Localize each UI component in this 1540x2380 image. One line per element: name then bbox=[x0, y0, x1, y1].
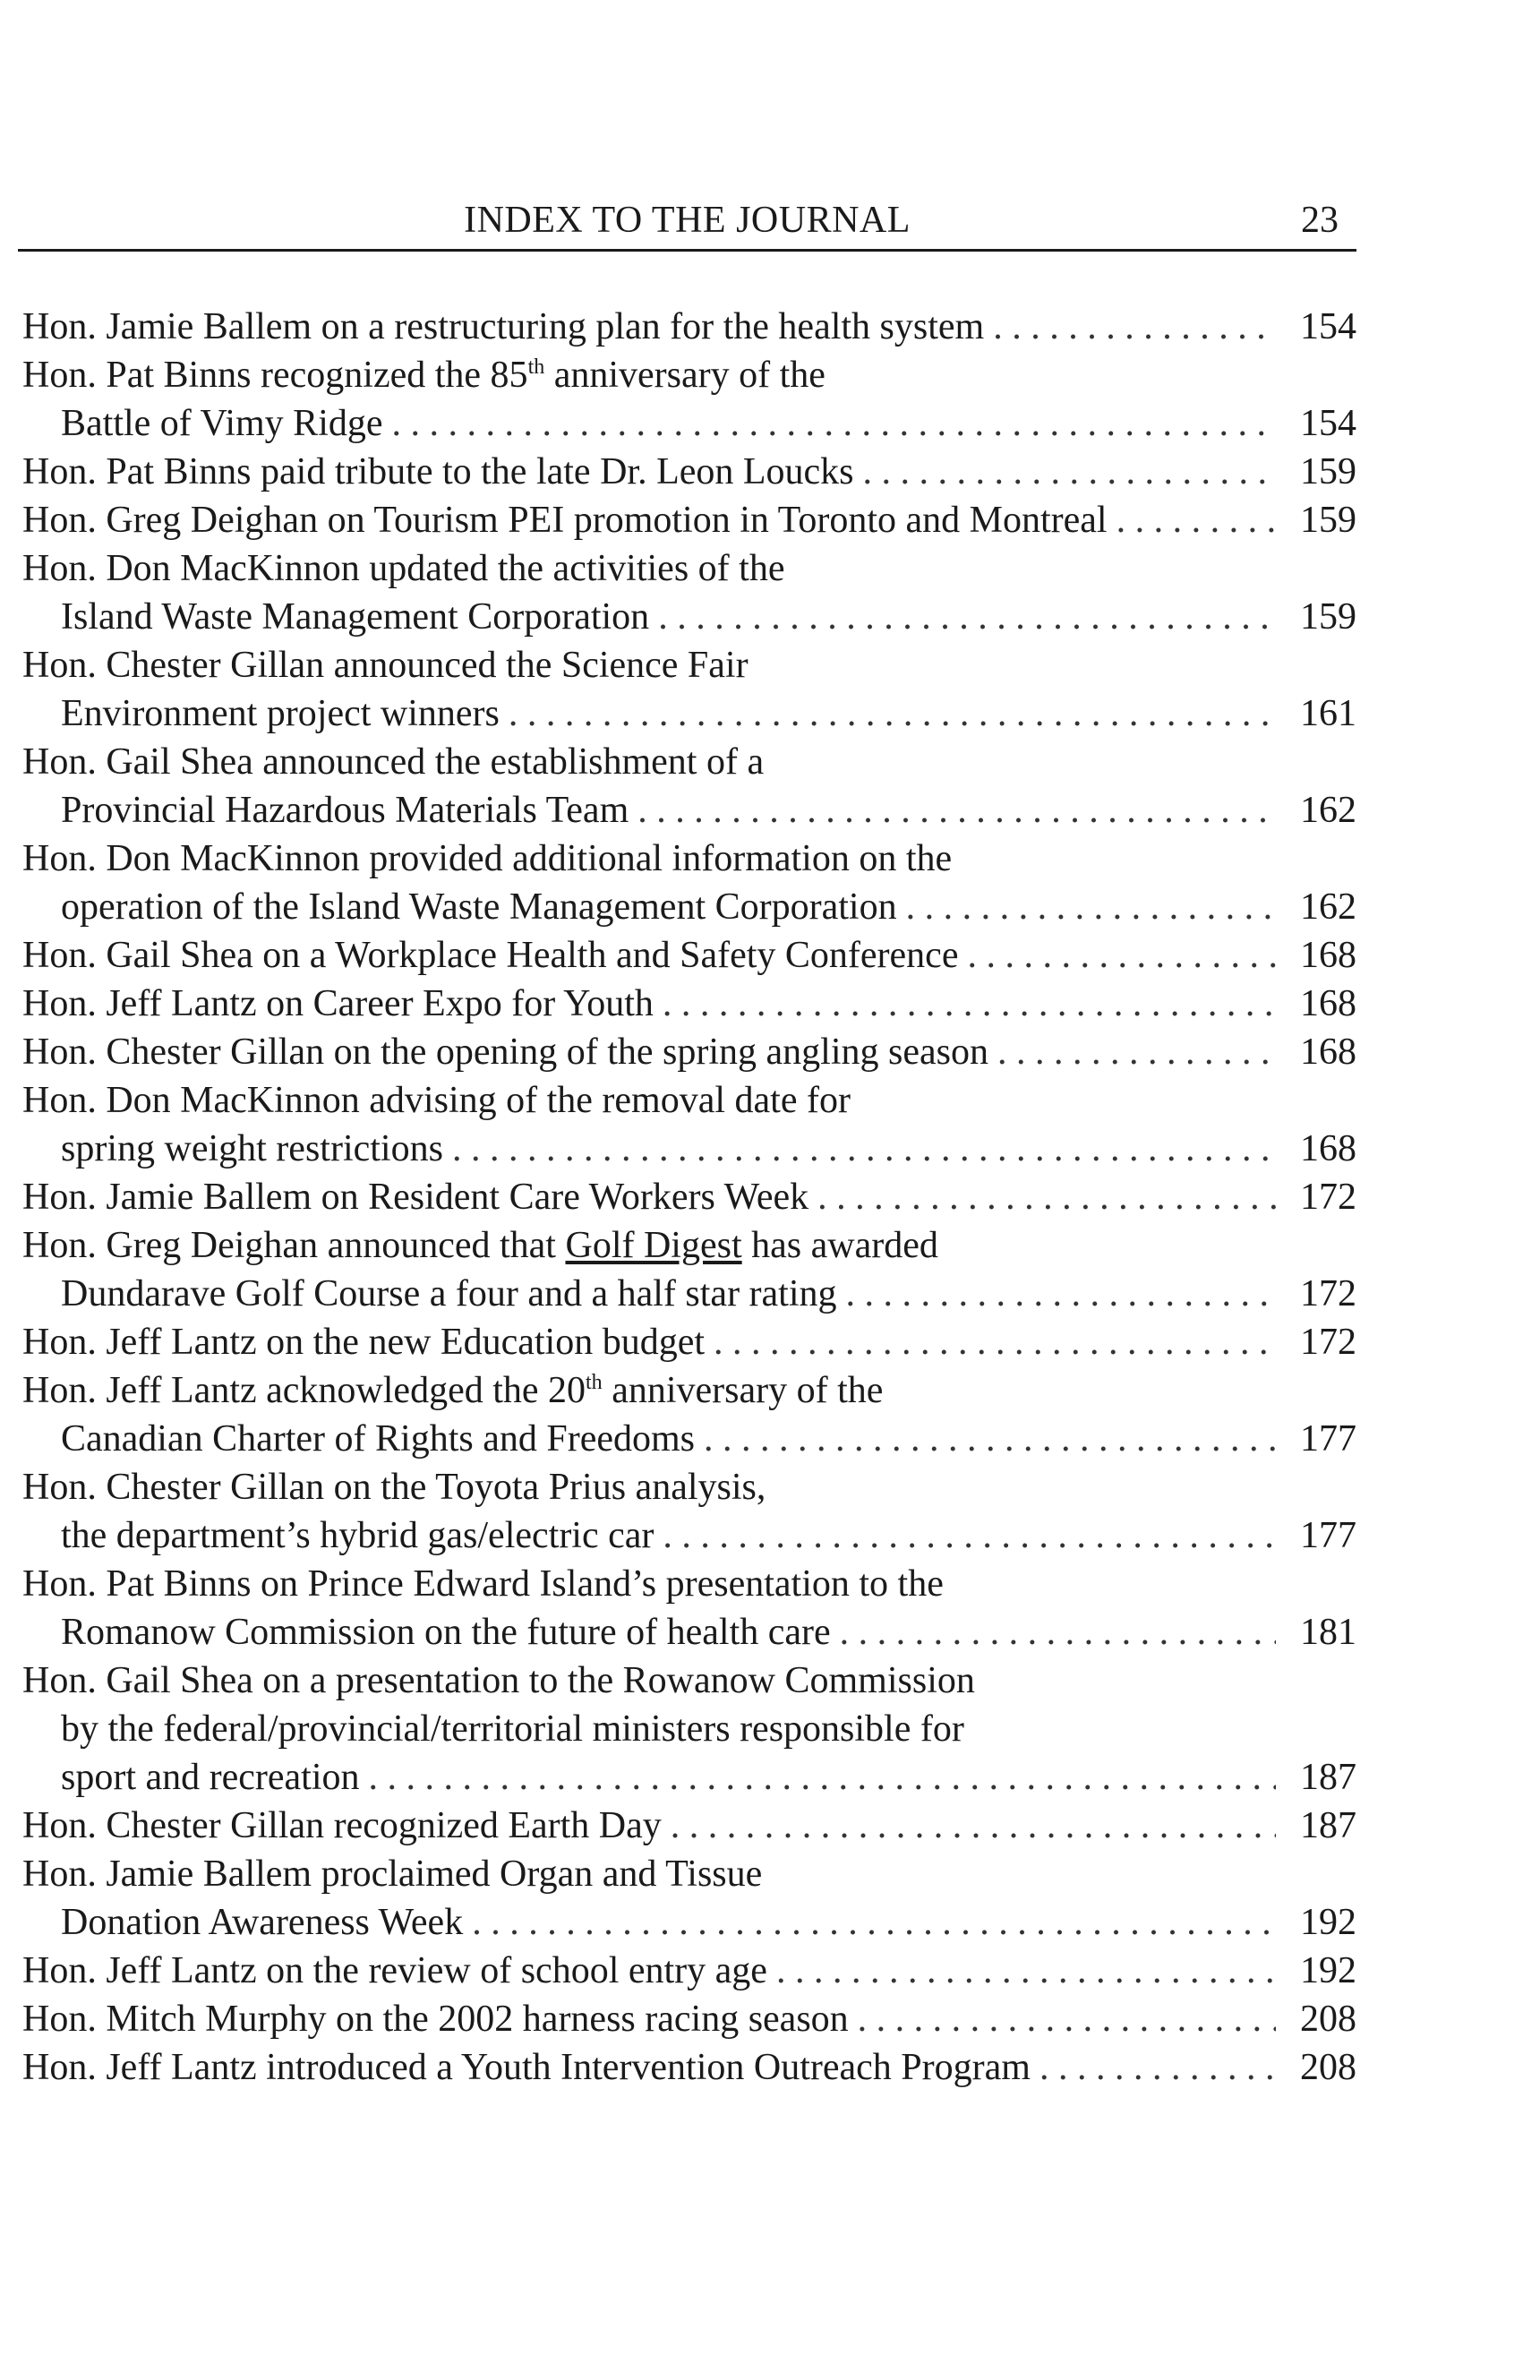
index-entry bbox=[22, 1076, 1356, 1173]
index-entry bbox=[22, 931, 1356, 980]
entry-page-number: 181 bbox=[1300, 1612, 1356, 1653]
index-entry bbox=[22, 1318, 1356, 1366]
entry-page-number: 208 bbox=[1300, 2047, 1356, 2088]
entry-text: Hon. Don MacKinnon provided additional information on the bbox=[22, 838, 953, 879]
entry-text-segment: operation of the Island Waste Management Corporation bbox=[61, 886, 897, 928]
entry-text-segment: the department’s hybrid gas/electric car bbox=[61, 1515, 654, 1556]
entry-page-number: 154 bbox=[1300, 403, 1356, 444]
entry-text bbox=[22, 980, 1356, 1028]
entry-continuation bbox=[22, 786, 1356, 835]
index-entry bbox=[22, 1802, 1356, 1850]
entry-text: Hon. Jamie Ballem proclaimed Organ and Tissue bbox=[22, 1853, 763, 1895]
entry-text: Hon. Pat Binns recognized the 85th anniversary of the bbox=[22, 355, 826, 396]
entry-page-number: 162 bbox=[1300, 886, 1356, 928]
entry-continuation bbox=[22, 1125, 1356, 1173]
page-header bbox=[18, 199, 1356, 252]
index-entry bbox=[22, 1657, 1356, 1802]
index-entry bbox=[22, 738, 1356, 835]
entry-text: Hon. Pat Binns on Prince Edward Island’s presentation to the bbox=[22, 1563, 944, 1605]
dot-leader bbox=[695, 1415, 1276, 1463]
entry-text-segment: spring weight restrictions bbox=[61, 1128, 443, 1169]
entry-page-number: 208 bbox=[1300, 1999, 1356, 2040]
dot-leader bbox=[897, 883, 1276, 931]
entry-text-segment: Romanow Commission on the future of health care bbox=[61, 1612, 831, 1653]
entry-text-segment: Hon. Jeff Lantz on the new Education budget bbox=[22, 1322, 706, 1363]
index-entry bbox=[22, 1560, 1356, 1657]
entry-continuation bbox=[22, 1753, 1356, 1802]
entry-page-number: 168 bbox=[1300, 1032, 1356, 1073]
entry-text-segment: Hon. Chester Gillan on the opening of the spring angling season bbox=[22, 1032, 988, 1073]
entry-text-segment: Hon. Jeff Lantz introduced a Youth Intervention Outreach Program bbox=[22, 2047, 1031, 2088]
entry-text-segment: Hon. Pat Binns paid tribute to the late Dr. Leon Loucks bbox=[22, 451, 854, 492]
entry-continuation bbox=[22, 399, 1356, 448]
entry-text-segment: Battle of Vimy Ridge bbox=[61, 403, 383, 444]
entry-text bbox=[22, 2043, 1356, 2092]
dot-leader bbox=[831, 1608, 1276, 1657]
dot-leader bbox=[654, 1511, 1276, 1560]
index-entry bbox=[22, 1028, 1356, 1076]
entry-page-number: 177 bbox=[1300, 1418, 1356, 1460]
entry-continuation bbox=[22, 1608, 1356, 1657]
index-entries bbox=[22, 303, 1356, 2092]
entry-text-segment: Hon. Chester Gillan recognized Earth Day bbox=[22, 1805, 662, 1846]
entry-text bbox=[22, 1318, 1356, 1366]
entry-text bbox=[22, 448, 1356, 496]
entry-page-number: 159 bbox=[1300, 500, 1356, 541]
index-entry bbox=[22, 1995, 1356, 2043]
dot-leader bbox=[958, 931, 1276, 980]
dot-leader bbox=[360, 1753, 1276, 1802]
entry-text bbox=[22, 303, 1356, 351]
dot-leader bbox=[383, 399, 1276, 448]
entry-page-number: 192 bbox=[1300, 1902, 1356, 1943]
dot-leader bbox=[500, 689, 1276, 738]
page-title: INDEX TO THE JOURNAL bbox=[464, 200, 911, 241]
entry-text-segment: Canadian Charter of Rights and Freedoms bbox=[61, 1418, 696, 1460]
entry-text: Hon. Gail Shea on a presentation to the Rowanow Commission bbox=[22, 1660, 975, 1701]
entry-page-number: 168 bbox=[1300, 983, 1356, 1024]
entry-page-number: 159 bbox=[1300, 596, 1356, 638]
index-entry bbox=[22, 303, 1356, 351]
entry-page-number: 172 bbox=[1300, 1322, 1356, 1363]
entry-page-number: 159 bbox=[1300, 451, 1356, 492]
entry-text-segment: Donation Awareness Week bbox=[61, 1902, 464, 1943]
entry-text bbox=[22, 1995, 1356, 2043]
entry-text-segment: Environment project winners bbox=[61, 693, 500, 734]
entry-continuation bbox=[22, 1898, 1356, 1947]
entry-text-segment: Dundarave Golf Course a four and a half star rating bbox=[61, 1273, 837, 1314]
entry-continuation bbox=[22, 1415, 1356, 1463]
index-entry bbox=[22, 641, 1356, 738]
entry-text bbox=[22, 1947, 1356, 1995]
entry-text-segment: Hon. Jamie Ballem on Resident Care Workers Week bbox=[22, 1177, 809, 1218]
index-entry bbox=[22, 448, 1356, 496]
entry-page-number: 187 bbox=[1300, 1805, 1356, 1846]
index-entry bbox=[22, 351, 1356, 448]
dot-leader bbox=[662, 1802, 1276, 1850]
dot-leader bbox=[984, 303, 1276, 351]
entry-text-segment: Island Waste Management Corporation bbox=[61, 596, 650, 638]
entry-text: Hon. Don MacKinnon updated the activities of the bbox=[22, 548, 785, 589]
entry-text bbox=[22, 931, 1356, 980]
entry-text-segment: Hon. Mitch Murphy on the 2002 harness racing season bbox=[22, 1999, 849, 2040]
entry-page-number: 172 bbox=[1300, 1177, 1356, 1218]
entry-page-number: 168 bbox=[1300, 1128, 1356, 1169]
entry-page-number: 162 bbox=[1300, 790, 1356, 831]
index-entry bbox=[22, 1221, 1356, 1318]
dot-leader bbox=[988, 1028, 1276, 1076]
dot-leader bbox=[1108, 496, 1276, 544]
index-entry bbox=[22, 1173, 1356, 1221]
index-entry bbox=[22, 1366, 1356, 1463]
entry-text bbox=[22, 1802, 1356, 1850]
index-entry bbox=[22, 1850, 1356, 1947]
dot-leader bbox=[629, 786, 1276, 835]
entry-text: Hon. Greg Deighan announced that Golf Digest has awarded bbox=[22, 1225, 938, 1266]
entry-text bbox=[22, 1173, 1356, 1221]
dot-leader bbox=[649, 593, 1276, 641]
dot-leader bbox=[808, 1173, 1276, 1221]
entry-continuation bbox=[22, 1511, 1356, 1560]
entry-page-number: 161 bbox=[1300, 693, 1356, 734]
entry-text: Hon. Chester Gillan announced the Science Fair bbox=[22, 645, 749, 686]
dot-leader bbox=[1031, 2043, 1276, 2092]
dot-leader bbox=[837, 1270, 1276, 1318]
entry-text: Hon. Chester Gillan on the Toyota Prius analysis, bbox=[22, 1467, 766, 1508]
entry-continuation bbox=[22, 593, 1356, 641]
entry-page-number: 154 bbox=[1300, 306, 1356, 347]
entry-text bbox=[22, 496, 1356, 544]
index-entry bbox=[22, 1947, 1356, 1995]
entry-text-segment: Hon. Jeff Lantz on Career Expo for Youth bbox=[22, 983, 654, 1024]
entry-text-segment: sport and recreation bbox=[61, 1757, 360, 1798]
entry-continuation bbox=[22, 883, 1356, 931]
entry-text bbox=[22, 1028, 1356, 1076]
index-entry bbox=[22, 980, 1356, 1028]
dot-leader bbox=[854, 448, 1276, 496]
entry-continuation bbox=[22, 689, 1356, 738]
index-entry bbox=[22, 835, 1356, 931]
entry-continuation bbox=[22, 1270, 1356, 1318]
entry-continuation: by the federal/provincial/territorial ministers responsible for bbox=[61, 1708, 964, 1750]
entry-text-segment: Hon. Jamie Ballem on a restructuring plan for the health system bbox=[22, 306, 985, 347]
entry-text: Hon. Don MacKinnon advising of the removal date for bbox=[22, 1080, 851, 1121]
dot-leader bbox=[463, 1898, 1276, 1947]
dot-leader bbox=[654, 980, 1276, 1028]
entry-page-number: 177 bbox=[1300, 1515, 1356, 1556]
entry-text: Hon. Jeff Lantz acknowledged the 20th anniversary of the bbox=[22, 1370, 884, 1411]
index-entry bbox=[22, 2043, 1356, 2092]
entry-text-segment: Hon. Gail Shea on a Workplace Health and Safety Conference bbox=[22, 935, 959, 976]
entry-page-number: 192 bbox=[1300, 1950, 1356, 1991]
entry-text-segment: Hon. Greg Deighan on Tourism PEI promotion in Toronto and Montreal bbox=[22, 500, 1108, 541]
index-entry bbox=[22, 496, 1356, 544]
entry-page-number: 172 bbox=[1300, 1273, 1356, 1314]
entry-page-number: 187 bbox=[1300, 1757, 1356, 1798]
dot-leader bbox=[849, 1995, 1276, 2043]
index-entry bbox=[22, 544, 1356, 641]
dot-leader bbox=[443, 1125, 1276, 1173]
page-number: 23 bbox=[1301, 200, 1339, 241]
entry-text-segment: Provincial Hazardous Materials Team bbox=[61, 790, 629, 831]
dot-leader bbox=[705, 1318, 1276, 1366]
dot-leader bbox=[767, 1947, 1276, 1995]
entry-page-number: 168 bbox=[1300, 935, 1356, 976]
entry-text-segment: Hon. Jeff Lantz on the review of school entry age bbox=[22, 1950, 767, 1991]
index-entry bbox=[22, 1463, 1356, 1560]
entry-text: Hon. Gail Shea announced the establishment of a bbox=[22, 741, 765, 783]
